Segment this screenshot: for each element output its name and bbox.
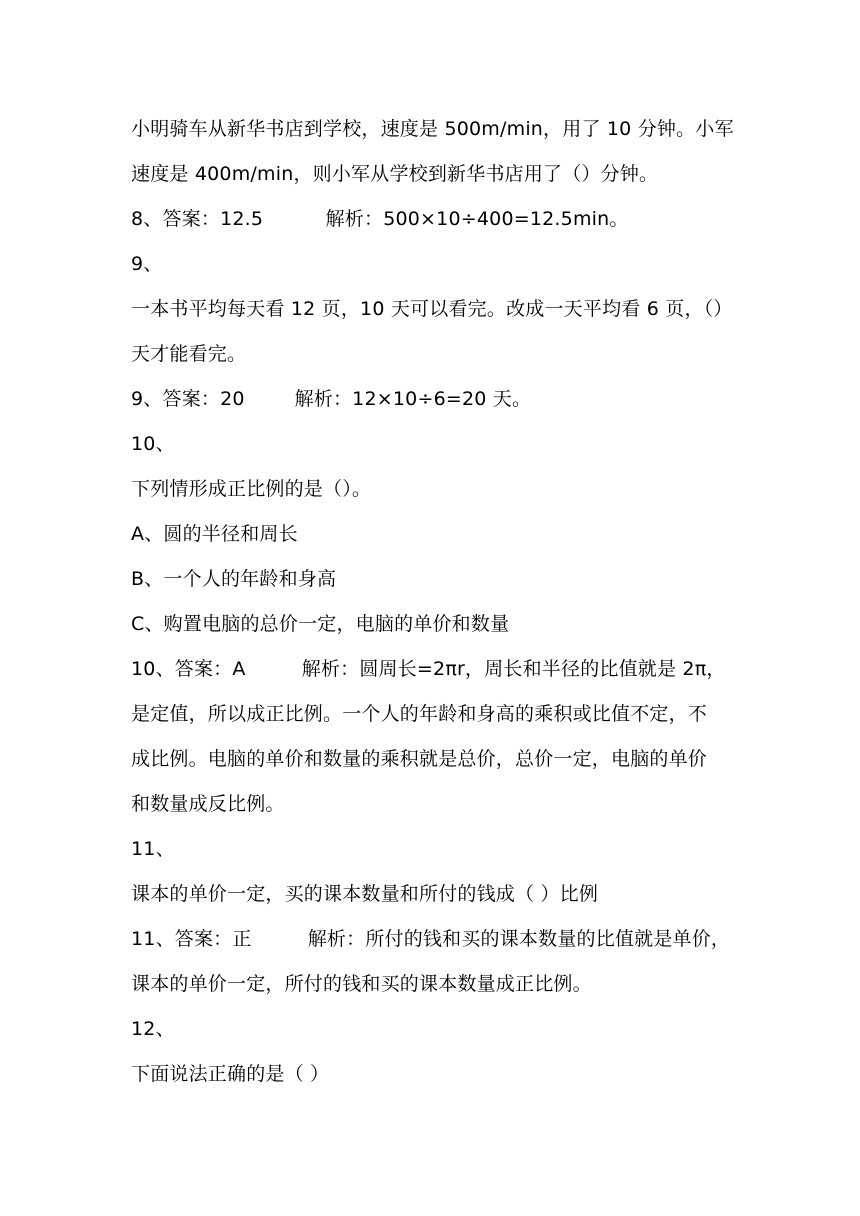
answer-11-line-2: 课本的单价一定，所付的钱和买的课本数量成正比例。: [131, 973, 592, 995]
answer-10-line-2: 是定值，所以成正比例。一个人的年龄和身高的乘积或比值不定，不: [131, 703, 708, 725]
answer-11-line-1: 11、答案：正 解析：所付的钱和买的课本数量的比值就是单价，: [131, 928, 731, 950]
answer-10-line-1: 10、答案：A 解析：圆周长=2πr，周长和半径的比值就是 2π，: [131, 658, 726, 680]
question-9-text-line-2: 天才能看完。: [131, 343, 247, 365]
question-10-option-c: C、购置电脑的总价一定，电脑的单价和数量: [131, 613, 510, 635]
question-9-number: 9、: [131, 253, 163, 275]
answer-10-line-4: 和数量成反比例。: [131, 793, 285, 815]
question-10-option-b: B、一个人的年龄和身高: [131, 568, 337, 590]
question-11-number: 11、: [131, 838, 175, 860]
question-9-text-line-1: 一本书平均每天看 12 页，10 天可以看完。改成一天平均看 6 页，（）: [131, 298, 733, 320]
question-11-text: 课本的单价一定，买的课本数量和所付的钱成（ ）比例: [131, 883, 599, 905]
question-10-number: 10、: [131, 433, 175, 455]
answer-8: 8、答案：12.5 解析：500×10÷400=12.5min。: [131, 208, 629, 230]
answer-9: 9、答案：20 解析：12×10÷6=20 天。: [131, 388, 532, 410]
question-12-text: 下面说法正确的是（ ）: [131, 1063, 330, 1085]
answer-10-line-3: 成比例。电脑的单价和数量的乘积就是总价，总价一定，电脑的单价: [131, 748, 708, 770]
question-7-text-line-2: 速度是 400m/min，则小军从学校到新华书店用了（）分钟。: [131, 163, 659, 185]
question-12-number: 12、: [131, 1018, 175, 1040]
question-10-text: 下列情形成正比例的是（）。: [131, 478, 372, 500]
question-10-option-a: A、圆的半径和周长: [131, 523, 298, 545]
question-7-text-line-1: 小明骑车从新华书店到学校，速度是 500m/min，用了 10 分钟。小军: [131, 118, 734, 140]
